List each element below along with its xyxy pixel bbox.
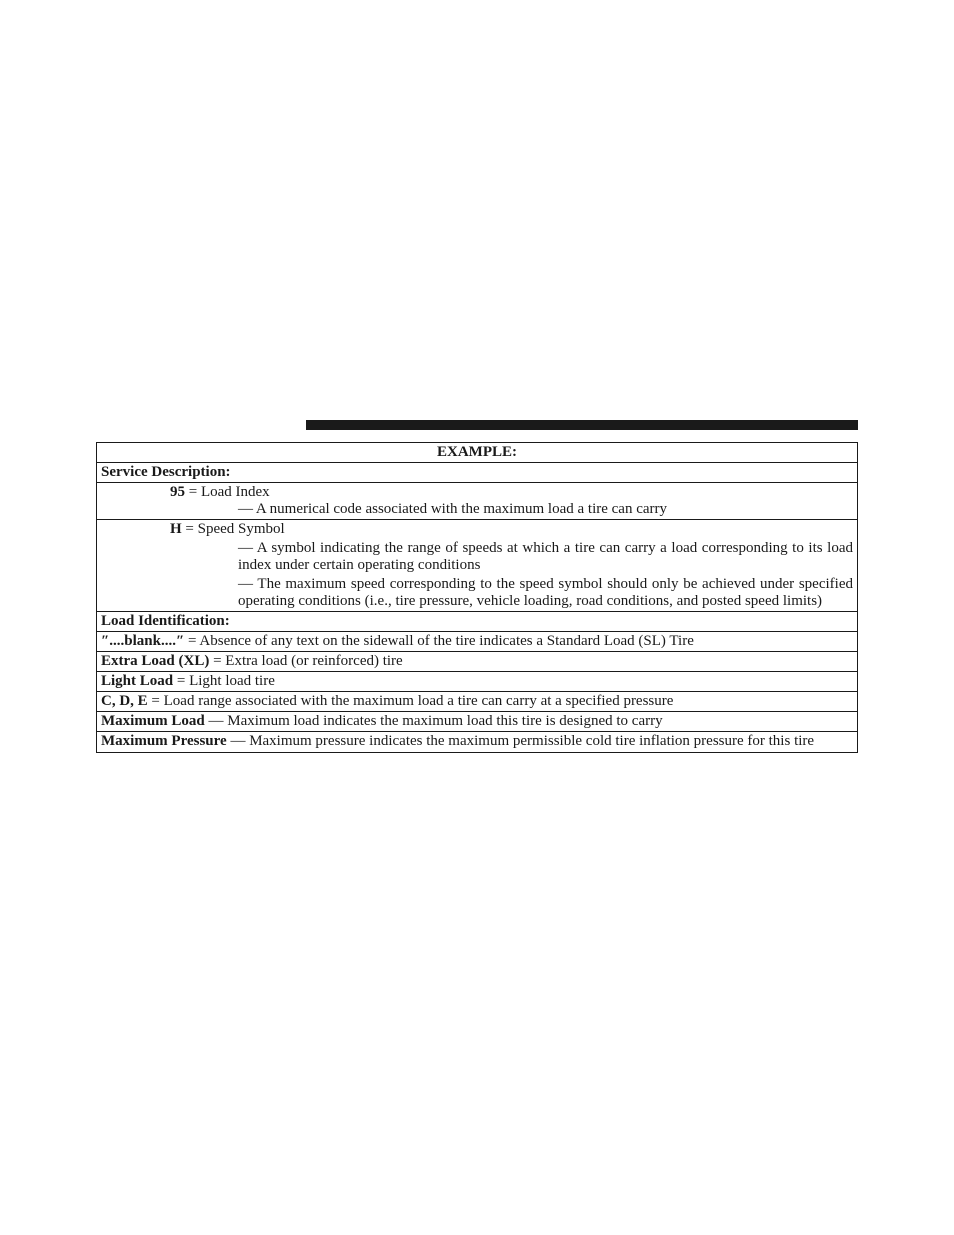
- table-row: [97, 463, 858, 483]
- load-item-cell: [97, 692, 858, 712]
- table-row: [97, 672, 858, 692]
- load-item-def: = Light load tire: [173, 673, 275, 689]
- tire-example-table: [96, 442, 858, 753]
- load-identification-title: Load Identification:: [101, 613, 230, 629]
- maximum-pressure-term: Maximum Pressure: [101, 733, 227, 749]
- maximum-pressure-cell: [97, 732, 858, 753]
- table-row: [97, 612, 858, 632]
- table-row: [97, 443, 858, 463]
- speed-symbol-term: H: [170, 521, 182, 537]
- table-row: [97, 483, 858, 520]
- table-row: [97, 632, 858, 652]
- load-item-term: Light Load: [101, 673, 174, 689]
- speed-symbol-line: [101, 521, 853, 538]
- load-index-cell: [97, 483, 858, 520]
- load-index-def: = Load Index: [185, 484, 270, 500]
- load-identification-cell: [97, 612, 858, 632]
- load-item-cell: [97, 652, 858, 672]
- speed-symbol-cell: [97, 520, 858, 612]
- maximum-load-cell: [97, 712, 858, 732]
- table-row: [97, 652, 858, 672]
- load-item-cell: [97, 632, 858, 652]
- example-heading: EXAMPLE:: [437, 444, 517, 460]
- maximum-load-term: Maximum Load: [101, 713, 205, 729]
- load-item-term: Extra Load (XL): [101, 653, 210, 669]
- load-item-def: = Extra load (or reinforced) tire: [209, 653, 403, 669]
- service-description-title: Service Description:: [101, 464, 231, 480]
- load-item-cell: [97, 672, 858, 692]
- load-item-term: C, D, E: [101, 693, 148, 709]
- table-row: [97, 692, 858, 712]
- section-header-bar: [306, 420, 858, 430]
- table-row: [97, 712, 858, 732]
- load-item-def: = Load range associated with the maximum load a tire can carry at a specified pressure: [147, 693, 674, 709]
- maximum-load-def: — Maximum load indicates the maximum load this tire is designed to carry: [204, 713, 663, 729]
- load-index-note: — A numerical code associated with the maximum load a tire can carry: [238, 501, 668, 517]
- load-index-line: [101, 484, 853, 501]
- maximum-pressure-def: — Maximum pressure indicates the maximum permissible cold tire inflation pressure for this tire: [226, 733, 815, 749]
- speed-symbol-note-1: — A symbol indicating the range of speeds at which a tire can carry a load corresponding to its load index under certain operating conditions: [238, 540, 853, 573]
- speed-symbol-note-2: — The maximum speed corresponding to the speed symbol should only be achieved under specified operating conditions (i.e., tire pressure, vehicle loading, road conditions, and posted speed limits): [238, 576, 853, 609]
- load-item-def: = Absence of any text on the sidewall of the tire indicates a Standard Load (SL) Tire: [184, 633, 694, 649]
- load-index-term: 95: [170, 484, 185, 500]
- speed-symbol-def: = Speed Symbol: [181, 521, 285, 537]
- table-header-cell: [97, 443, 858, 463]
- load-item-term: ″....blank....″: [101, 633, 185, 649]
- table-row: [97, 520, 858, 612]
- service-description-cell: [97, 463, 858, 483]
- table-row: [97, 732, 858, 753]
